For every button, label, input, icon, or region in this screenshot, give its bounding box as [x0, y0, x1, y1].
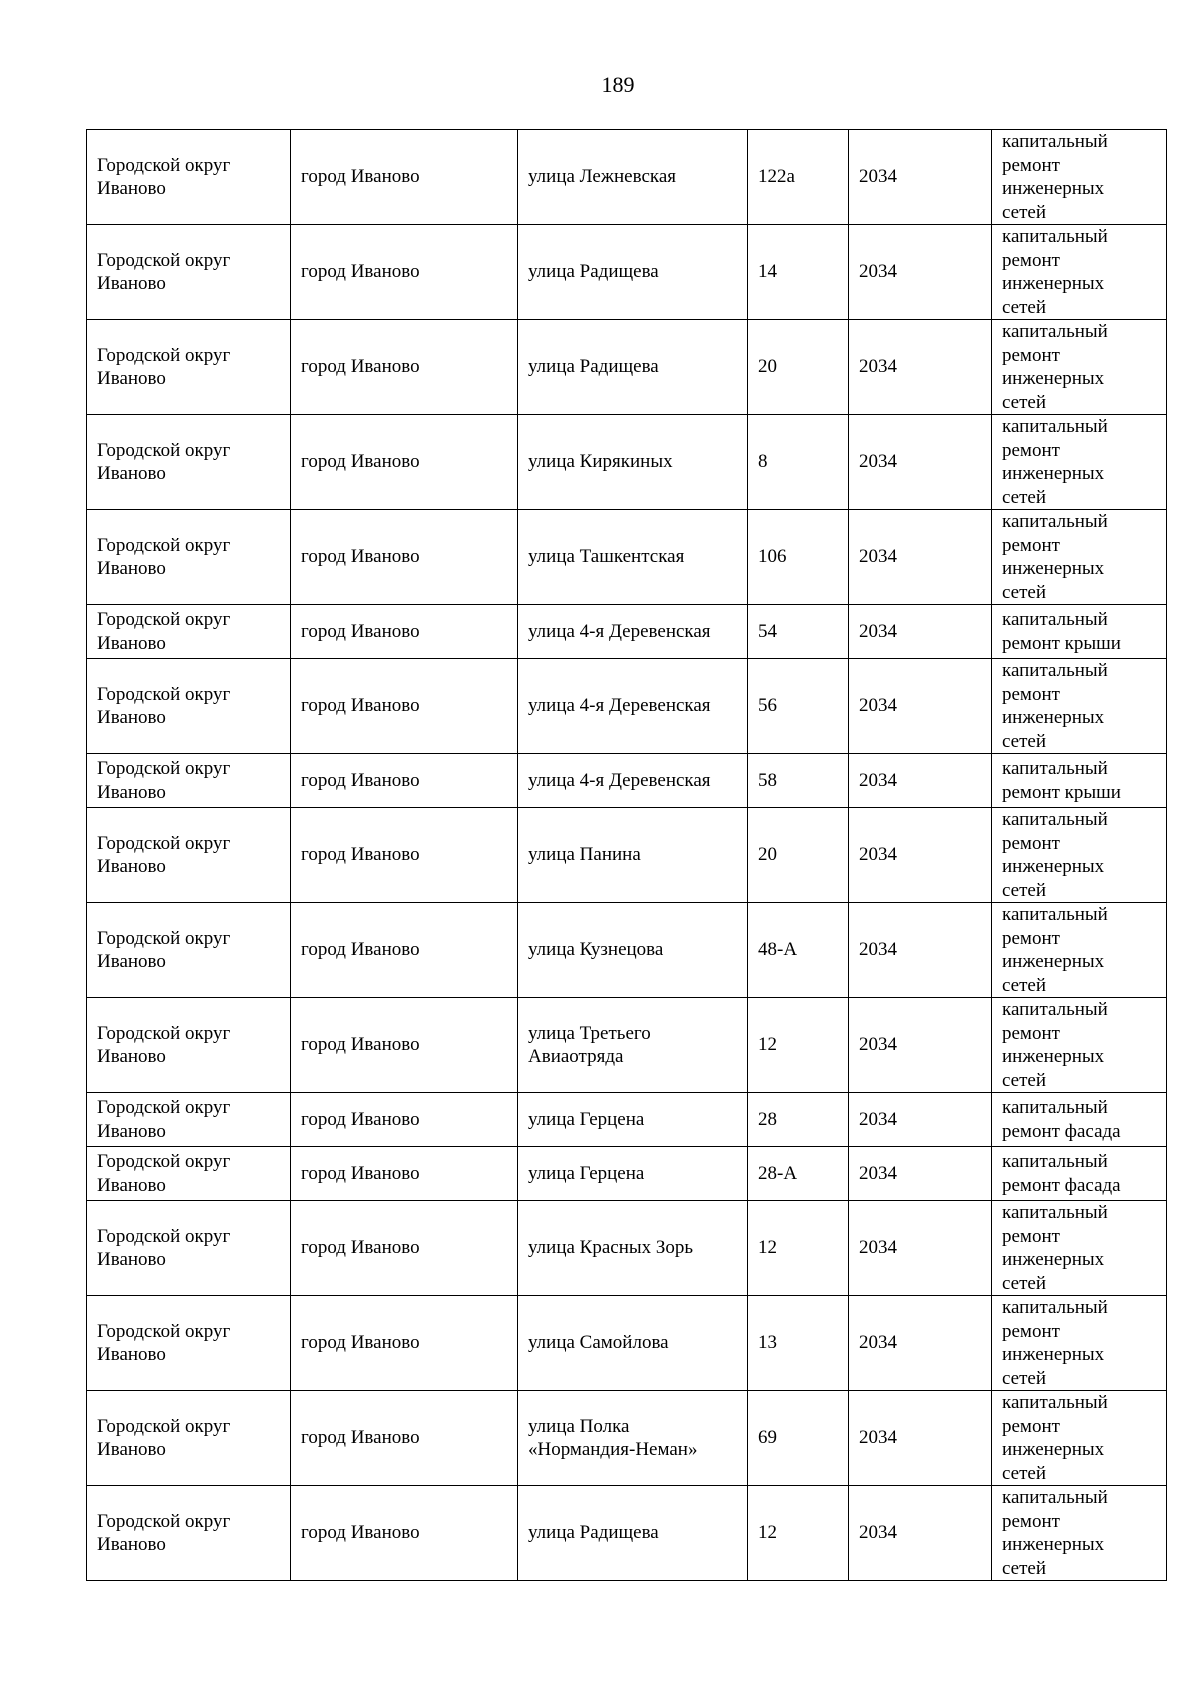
street-cell: улица Радищева: [518, 320, 748, 415]
year-cell: 2034: [849, 130, 992, 225]
settlement-cell: город Иваново: [291, 130, 518, 225]
year-cell: 2034: [849, 754, 992, 808]
house-number-cell: 54: [748, 605, 849, 659]
street-cell: улица Ташкентская: [518, 510, 748, 605]
work-type-cell: капитальный ремонт инженерных сетей: [992, 1201, 1167, 1296]
district-cell: Городской округ Иваново: [87, 1201, 291, 1296]
district-cell: Городской округ Иваново: [87, 415, 291, 510]
district-cell: Городской округ Иваново: [87, 808, 291, 903]
work-type-cell: капитальный ремонт инженерных сетей: [992, 903, 1167, 998]
house-number-cell: 58: [748, 754, 849, 808]
settlement-cell: город Иваново: [291, 510, 518, 605]
street-cell: улица 4-я Деревенская: [518, 754, 748, 808]
table-row: [87, 903, 1167, 998]
district-cell: Городской округ Иваново: [87, 320, 291, 415]
street-cell: улица Герцена: [518, 1093, 748, 1147]
street-cell: улица Панина: [518, 808, 748, 903]
street-cell: улица Радищева: [518, 1486, 748, 1581]
work-type-cell: капитальный ремонт инженерных сетей: [992, 998, 1167, 1093]
house-number-cell: 8: [748, 415, 849, 510]
district-cell: Городской округ Иваново: [87, 510, 291, 605]
street-cell: улица Кирякиных: [518, 415, 748, 510]
house-number-cell: 56: [748, 659, 849, 754]
year-cell: 2034: [849, 1486, 992, 1581]
table-row: [87, 415, 1167, 510]
table-row: [87, 754, 1167, 808]
repair-table-body: [87, 130, 1167, 1581]
district-cell: Городской округ Иваново: [87, 1486, 291, 1581]
settlement-cell: город Иваново: [291, 415, 518, 510]
page-number: 189: [601, 72, 635, 97]
table-row: [87, 1486, 1167, 1581]
street-cell: улица Третьего Авиаотряда: [518, 998, 748, 1093]
table-row: [87, 605, 1167, 659]
work-type-cell: капитальный ремонт инженерных сетей: [992, 659, 1167, 754]
house-number-cell: 20: [748, 320, 849, 415]
repair-table: [86, 129, 1167, 1581]
settlement-cell: город Иваново: [291, 903, 518, 998]
year-cell: 2034: [849, 320, 992, 415]
settlement-cell: город Иваново: [291, 1201, 518, 1296]
year-cell: 2034: [849, 510, 992, 605]
work-type-cell: капитальный ремонт фасада: [992, 1147, 1167, 1201]
work-type-cell: капитальный ремонт инженерных сетей: [992, 320, 1167, 415]
district-cell: Городской округ Иваново: [87, 1296, 291, 1391]
house-number-cell: 20: [748, 808, 849, 903]
district-cell: Городской округ Иваново: [87, 605, 291, 659]
year-cell: 2034: [849, 1093, 992, 1147]
work-type-cell: капитальный ремонт инженерных сетей: [992, 415, 1167, 510]
settlement-cell: город Иваново: [291, 754, 518, 808]
year-cell: 2034: [849, 1296, 992, 1391]
table-row: [87, 320, 1167, 415]
district-cell: Городской округ Иваново: [87, 1093, 291, 1147]
table-row: [87, 225, 1167, 320]
work-type-cell: капитальный ремонт инженерных сетей: [992, 1296, 1167, 1391]
street-cell: улица Полка «Нормандия-Неман»: [518, 1391, 748, 1486]
district-cell: Городской округ Иваново: [87, 225, 291, 320]
year-cell: 2034: [849, 808, 992, 903]
work-type-cell: капитальный ремонт крыши: [992, 605, 1167, 659]
house-number-cell: 122а: [748, 130, 849, 225]
table-row: [87, 1093, 1167, 1147]
settlement-cell: город Иваново: [291, 659, 518, 754]
year-cell: 2034: [849, 1147, 992, 1201]
year-cell: 2034: [849, 605, 992, 659]
house-number-cell: 69: [748, 1391, 849, 1486]
street-cell: улица Лежневская: [518, 130, 748, 225]
year-cell: 2034: [849, 659, 992, 754]
district-cell: Городской округ Иваново: [87, 754, 291, 808]
table-row: [87, 1201, 1167, 1296]
work-type-cell: капитальный ремонт инженерных сетей: [992, 1486, 1167, 1581]
house-number-cell: 106: [748, 510, 849, 605]
year-cell: 2034: [849, 225, 992, 320]
street-cell: улица Кузнецова: [518, 903, 748, 998]
settlement-cell: город Иваново: [291, 1093, 518, 1147]
settlement-cell: город Иваново: [291, 1296, 518, 1391]
street-cell: улица 4-я Деревенская: [518, 659, 748, 754]
house-number-cell: 12: [748, 1201, 849, 1296]
work-type-cell: капитальный ремонт инженерных сетей: [992, 1391, 1167, 1486]
district-cell: Городской округ Иваново: [87, 659, 291, 754]
district-cell: Городской округ Иваново: [87, 1147, 291, 1201]
table-row: [87, 130, 1167, 225]
house-number-cell: 48-А: [748, 903, 849, 998]
year-cell: 2034: [849, 998, 992, 1093]
settlement-cell: город Иваново: [291, 605, 518, 659]
settlement-cell: город Иваново: [291, 225, 518, 320]
year-cell: 2034: [849, 1391, 992, 1486]
house-number-cell: 28: [748, 1093, 849, 1147]
street-cell: улица Радищева: [518, 225, 748, 320]
house-number-cell: 12: [748, 998, 849, 1093]
district-cell: Городской округ Иваново: [87, 998, 291, 1093]
table-row: [87, 808, 1167, 903]
work-type-cell: капитальный ремонт крыши: [992, 754, 1167, 808]
work-type-cell: капитальный ремонт инженерных сетей: [992, 808, 1167, 903]
table-row: [87, 659, 1167, 754]
work-type-cell: капитальный ремонт инженерных сетей: [992, 130, 1167, 225]
street-cell: улица Красных Зорь: [518, 1201, 748, 1296]
year-cell: 2034: [849, 903, 992, 998]
house-number-cell: 14: [748, 225, 849, 320]
table-row: [87, 1391, 1167, 1486]
street-cell: улица Самойлова: [518, 1296, 748, 1391]
settlement-cell: город Иваново: [291, 320, 518, 415]
district-cell: Городской округ Иваново: [87, 903, 291, 998]
year-cell: 2034: [849, 1201, 992, 1296]
settlement-cell: город Иваново: [291, 1391, 518, 1486]
table-row: [87, 1296, 1167, 1391]
settlement-cell: город Иваново: [291, 808, 518, 903]
street-cell: улица Герцена: [518, 1147, 748, 1201]
work-type-cell: капитальный ремонт фасада: [992, 1093, 1167, 1147]
year-cell: 2034: [849, 415, 992, 510]
table-row: [87, 998, 1167, 1093]
house-number-cell: 12: [748, 1486, 849, 1581]
house-number-cell: 28-А: [748, 1147, 849, 1201]
work-type-cell: капитальный ремонт инженерных сетей: [992, 510, 1167, 605]
work-type-cell: капитальный ремонт инженерных сетей: [992, 225, 1167, 320]
table-row: [87, 1147, 1167, 1201]
district-cell: Городской округ Иваново: [87, 1391, 291, 1486]
table-row: [87, 510, 1167, 605]
settlement-cell: город Иваново: [291, 1486, 518, 1581]
house-number-cell: 13: [748, 1296, 849, 1391]
street-cell: улица 4-я Деревенская: [518, 605, 748, 659]
district-cell: Городской округ Иваново: [87, 130, 291, 225]
settlement-cell: город Иваново: [291, 1147, 518, 1201]
settlement-cell: город Иваново: [291, 998, 518, 1093]
